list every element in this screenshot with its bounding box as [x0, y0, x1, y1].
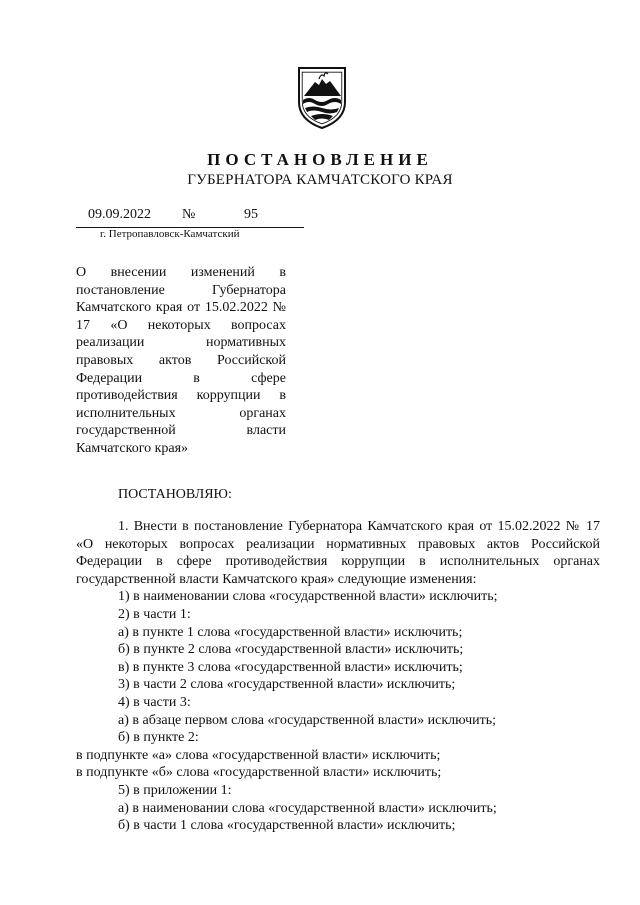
list-item: б) в пункте 2 слова «государственной власти» исключить;	[118, 642, 464, 658]
list-item: 5) в приложении 1:	[118, 782, 232, 798]
list-item: б) в части 1 слова «государственной власти» исключить;	[118, 818, 456, 834]
list-item: 1) в наименовании слова «государственной власти» исключить;	[118, 589, 498, 605]
list-item: 4) в части 3:	[118, 694, 191, 710]
list-item: 3) в части 2 слова «государственной власти» исключить;	[118, 677, 456, 693]
paragraph-1: 1. Внести в постановление Губернатора Камчатского края от 15.02.2022 № 17 «О некоторых вопросах реализации нормативных правовых актов Российской Федерации в сфере противодействия коррупции в исполнительных органах государственной власти Камчатского края» следующие изменения:	[76, 519, 600, 587]
list-item: а) в абзаце первом слова «государственной власти» исключить;	[118, 712, 496, 728]
kamchatka-coat-of-arms-icon	[295, 62, 349, 130]
date-number-line	[76, 205, 304, 228]
document-city: г. Петропавловск-Камчатский	[100, 228, 240, 240]
document-body	[76, 518, 600, 835]
decree-word: ПОСТАНОВЛЯЮ:	[118, 487, 232, 502]
list-item: в подпункте «б» слова «государственной власти» исключить;	[76, 765, 442, 781]
list-item: а) в пункте 1 слова «государственной власти» исключить;	[118, 624, 463, 640]
document-number: 95	[244, 207, 258, 222]
document-title: ПОСТАНОВЛЕНИЕ	[207, 150, 433, 169]
document-date: 09.09.2022	[88, 207, 151, 222]
list-item: в подпункте «а» слова «государственной власти» исключить;	[76, 747, 441, 763]
document-subject: О внесении изменений в постановление Губернатора Камчатского края от 15.02.2022 № 17 «О некоторых вопросах реализации нормативных правовых актов Российской Федерации в сфере противодействия коррупции в исполнительных органах государственной власти Камчатского края»	[76, 265, 286, 456]
list-item: б) в пункте 2:	[118, 730, 199, 746]
document-subtitle: ГУБЕРНАТОРА КАМЧАТСКОГО КРАЯ	[187, 172, 453, 188]
list-item: а) в наименовании слова «государственной власти» исключить;	[118, 800, 497, 816]
list-item: 2) в части 1:	[118, 606, 191, 622]
list-item: в) в пункте 3 слова «государственной власти» исключить;	[118, 659, 463, 675]
number-sign: №	[182, 207, 196, 222]
